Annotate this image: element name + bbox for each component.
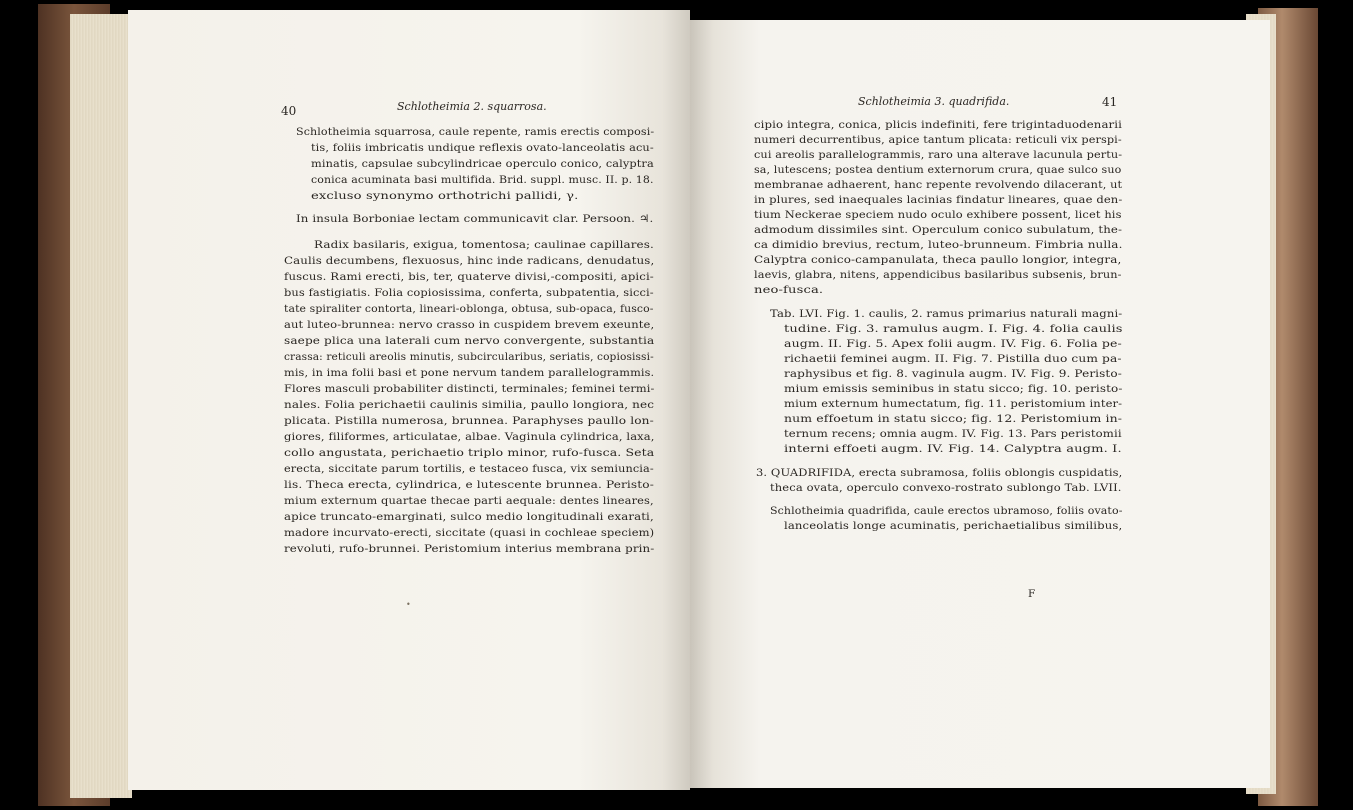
right-text-line: num effoetum in statu sicco; fig. 12. Peristomium in- — [784, 413, 1123, 425]
right-text-line: theca ovata, operculo convexo-rostrato sublongo Tab. LVII. — [770, 482, 1122, 494]
left-text-line: collo angustata, perichaetio triplo minor, rufo-fusca. Seta — [284, 447, 655, 459]
right-text-line: Schlotheimia quadrifida, caule erectos ubramoso, foliis ovato- — [770, 505, 1123, 517]
right-text-line: neo-fusca. — [754, 284, 824, 296]
left-text-line: apice truncato-emarginati, sulco medio longitudinali exarati, — [284, 511, 654, 523]
right-text-line: laevis, glabra, nitens, appendicibus basilaribus subsenis, brun- — [754, 269, 1122, 281]
right-text-line: lanceolatis longe acuminatis, perichaetialibus similibus, — [784, 520, 1123, 532]
right-text-line: numeri decurrentibus, apice tantum plicata: reticuli vix perspi- — [754, 134, 1122, 146]
right-text-line: membranae adhaerent, hanc repente revolvendo dilacerant, ut — [754, 179, 1123, 191]
right-text-line: raphysibus et fig. 8. vaginula augm. IV. Fig. 9. Peristo- — [784, 368, 1122, 380]
left-text-line: In insula Borboniae lectam communicavit clar. Persoon. ♃. — [296, 213, 654, 225]
right-text-line: richaetii feminei augm. II. Fig. 7. Pistilla duo cum pa- — [784, 353, 1122, 365]
left-page-stack — [70, 14, 132, 798]
left-text-line: conica acuminata basi multifida. Brid. suppl. musc. II. p. 18. — [311, 174, 654, 186]
left-page — [128, 10, 690, 790]
left-text-line: mis, in ima folii basi et pone nervum tandem parallelogrammis. — [284, 367, 655, 379]
right-text-line: ca dimidio brevius, rectum, luteo-brunneum. Fimbria nulla. — [754, 239, 1123, 251]
right-text-line: in plures, sed inaequales lacinias findatur lineares, quae den- — [754, 194, 1123, 206]
left-text-line: plicata. Pistilla numerosa, brunnea. Paraphyses paullo lon- — [284, 415, 654, 427]
right-text-line: admodum dissimiles sint. Operculum conico subulatum, the- — [754, 224, 1123, 236]
left-text-line: crassa: reticuli areolis minutis, subcircularibus, seriatis, copiosissi- — [284, 351, 654, 363]
left-text-line: erecta, siccitate parum tortilis, e testaceo fusca, vix semiuncia- — [284, 463, 654, 475]
right-text-line: cui areolis parallelogrammis, raro una alterave lacunula pertu- — [754, 149, 1123, 161]
left-text-line: Schlotheimia squarrosa, caule repente, ramis erectis composi- — [296, 126, 655, 138]
left-text-line: mium externum quartae thecae parti aequale: dentes lineares, — [284, 495, 654, 507]
right-text-line: mium externum humectatum, fig. 11. peristomium inter- — [784, 398, 1123, 410]
left-text-line: giores, filiformes, articulatae, albae. Vaginula cylindrica, laxa, — [284, 431, 655, 443]
left-page-number: 40 — [281, 104, 297, 118]
right-text-line: mium emissis seminibus in statu sicco; fig. 10. peristo- — [784, 383, 1123, 395]
left-text-line: minatis, capsulae subcylindricae operculo conico, calyptra — [311, 158, 654, 170]
left-text-line: revoluti, rufo-brunnei. Peristomium interius membrana prin- — [284, 543, 655, 555]
right-text-line: cipio integra, conica, plicis indefiniti, fere trigintaduodenarii — [754, 119, 1122, 131]
right-running-head: Schlotheimia 3. quadrifida. — [858, 95, 1010, 108]
right-text-line: tium Neckerae speciem nudo oculo exhibere possent, licet his — [754, 209, 1122, 221]
right-text-line: sa, lutescens; postea dentium externorum crura, quae sulco suo — [754, 164, 1122, 176]
left-text-line: tate spiraliter contorta, lineari-oblonga, obtusa, sub-opaca, fusco- — [284, 303, 654, 315]
left-text-line: madore incurvato-erecti, siccitate (quasi in cochleae speciem) — [284, 527, 655, 539]
ink-mark: • — [406, 600, 411, 609]
left-text-line: excluso synonymo orthotrichi pallidi, γ. — [311, 190, 579, 202]
left-running-head: Schlotheimia 2. squarrosa. — [397, 100, 547, 113]
signature-mark: F — [1028, 588, 1036, 600]
right-text-line: augm. II. Fig. 5. Apex folii augm. IV. Fig. 6. Folia pe- — [784, 338, 1122, 350]
left-text-line: bus fastigiatis. Folia copiosissima, conferta, subpatentia, sicci- — [284, 287, 654, 299]
right-page-number: 41 — [1102, 95, 1118, 109]
left-text-line: saepe plica una laterali cum nervo convergente, substantia — [284, 335, 655, 347]
left-text-line: nales. Folia perichaetii caulinis similia, paullo longiora, nec — [284, 399, 655, 411]
right-text-line: Tab. LVI. Fig. 1. caulis, 2. ramus primarius naturali magni- — [770, 308, 1123, 320]
right-text-line: tudine. Fig. 3. ramulus augm. I. Fig. 4. folia caulis — [784, 323, 1123, 335]
right-text-line: Calyptra conico-campanulata, theca paullo longior, integra, — [754, 254, 1122, 266]
left-text-line: fuscus. Rami erecti, bis, ter, quaterve divisi,-compositi, apici- — [284, 271, 654, 283]
right-text-line: ternum recens; omnia augm. IV. Fig. 13. Pars peristomii — [784, 428, 1122, 440]
left-text-line: lis. Theca erecta, cylindrica, e lutescente brunnea. Peristo- — [284, 479, 654, 491]
right-text-line: interni effoeti augm. IV. Fig. 14. Calyptra augm. I. — [784, 443, 1122, 455]
left-text-line: Caulis decumbens, flexuosus, hinc inde radicans, denudatus, — [284, 255, 655, 267]
right-page — [690, 20, 1270, 788]
right-text-line: 3. QUADRIFIDA, erecta subramosa, foliis oblongis cuspidatis, — [756, 467, 1123, 479]
left-text-line: Radix basilaris, exigua, tomentosa; caulinae capillares. — [314, 239, 654, 251]
left-text-line: tis, foliis imbricatis undique reflexis ovato-lanceolatis acu- — [311, 142, 654, 154]
left-text-line: aut luteo-brunnea: nervo crasso in cuspidem brevem exeunte, — [284, 319, 655, 331]
left-text-line: Flores masculi probabiliter distincti, terminales; feminei termi- — [284, 383, 655, 395]
